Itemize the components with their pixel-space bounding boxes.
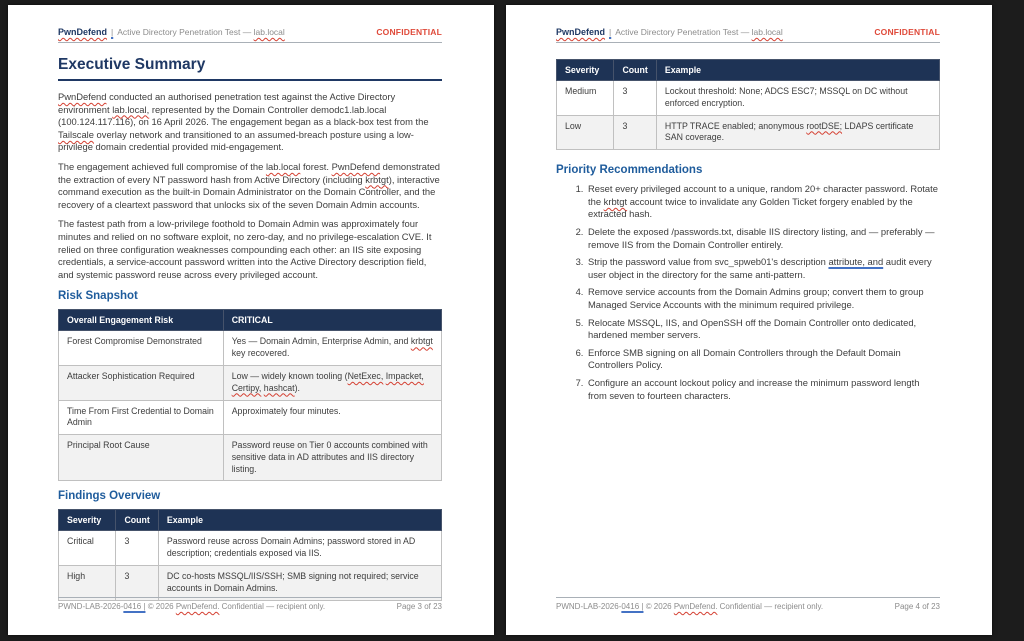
count-cell: 3: [614, 81, 656, 116]
brand-name: PwnDefend: [556, 27, 606, 37]
table-row: [59, 435, 442, 481]
table-row: [59, 531, 442, 566]
risk-label-cell: Principal Root Cause: [59, 435, 224, 481]
confidential-badge: CONFIDENTIAL: [376, 27, 442, 37]
column-header: CRITICAL: [223, 310, 441, 331]
table-header-row: [59, 510, 442, 531]
count-cell: 3: [116, 531, 158, 566]
column-header: Severity: [59, 510, 116, 531]
risk-snapshot-heading: Risk Snapshot: [58, 290, 138, 303]
table-row: [557, 115, 940, 150]
risk-label-cell: Time From First Credential to Domain Admin: [59, 400, 224, 435]
risk-value-cell: Approximately four minutes.: [223, 400, 441, 435]
header-divider: |: [111, 27, 114, 37]
example-cell: DC co-hosts MSSQL/IIS/SSH; SMB signing not required; service accounts in Domain Admins.: [158, 566, 441, 601]
exec-summary-paragraph-2: The engagement achieved full compromise of the lab.local forest. PwnDefend demonstrated the extraction of every NT password hash from Active Directory (including krbtgt), interactive command execution as the built-in Domain Administrator on the Domain Controller, and the recovery of a cleartext password that unlocks six of the seven Domain Admin accounts.: [58, 160, 441, 210]
document-title: Active Directory Penetration Test — lab.local: [615, 27, 783, 37]
findings-overview-table: [58, 509, 442, 600]
risk-value-cell: Yes — Domain Admin, Enterprise Admin, and krbtgt key recovered.: [223, 331, 441, 366]
recommendation-item: 6. Enforce SMB signing on all Domain Controllers through the Default Domain Controllers Policy.: [586, 347, 940, 372]
table-row: [59, 566, 442, 601]
risk-label-cell: Attacker Sophistication Required: [59, 365, 224, 400]
confidential-badge: CONFIDENTIAL: [874, 27, 940, 37]
example-cell: Lockout threshold: None; ADCS ESC7; MSSQL on DC without enforced encryption.: [656, 81, 939, 116]
column-header: Count: [614, 60, 656, 81]
example-cell: HTTP TRACE enabled; anonymous rootDSE; LDAPS certificate SAN coverage.: [656, 115, 939, 150]
severity-cell: High: [59, 566, 116, 601]
severity-cell: Medium: [557, 81, 614, 116]
column-header: Example: [158, 510, 441, 531]
page-footer: [556, 597, 940, 611]
column-header: Overall Engagement Risk: [59, 310, 224, 331]
risk-value-cell: Low — widely known tooling (NetExec, Impacket, Certipy, hashcat).: [223, 365, 441, 400]
table-row: [557, 81, 940, 116]
findings-continued-table: [556, 59, 940, 150]
page-4[interactable]: [506, 5, 992, 635]
column-header: Count: [116, 510, 158, 531]
header-divider: |: [609, 27, 612, 37]
table-row: [59, 400, 442, 435]
risk-label-cell: Forest Compromise Demonstrated: [59, 331, 224, 366]
severity-cell: Critical: [59, 531, 116, 566]
page-header: [556, 27, 940, 43]
count-cell: 3: [116, 566, 158, 601]
table-row: [59, 365, 442, 400]
page-footer: [58, 597, 442, 611]
priority-recommendations-heading: Priority Recommendations: [556, 164, 703, 177]
risk-snapshot-table: [58, 309, 442, 481]
recommendation-item: 7. Configure an account lockout policy and increase the minimum password length from seven to fourteen characters.: [586, 377, 940, 402]
recommendation-item: 3. Strip the password value from svc_spweb01's description attribute, and audit every user object in the directory for the same anti-pattern.: [586, 256, 940, 281]
recommendation-item: 4. Remove service accounts from the Domain Admins group; convert them to group Managed Service Accounts with the minimum required privilege.: [586, 286, 940, 311]
column-header: Severity: [557, 60, 614, 81]
table-header-row: [557, 60, 940, 81]
document-title: Active Directory Penetration Test — lab.local: [117, 27, 285, 37]
page-3[interactable]: [8, 5, 494, 635]
page-number: Page 4 of 23: [894, 602, 940, 611]
footer-doc-id: PWND-LAB-2026-0416 | © 2026 PwnDefend. Confidential — recipient only.: [58, 602, 326, 611]
example-cell: Password reuse across Domain Admins; password stored in AD description; credentials exposed via IIS.: [158, 531, 441, 566]
footer-doc-id: PWND-LAB-2026-0416 | © 2026 PwnDefend. Confidential — recipient only.: [556, 602, 824, 611]
column-header: Example: [656, 60, 939, 81]
exec-summary-paragraph-1: PwnDefend conducted an authorised penetration test against the Active Directory environment lab.local, represented by the Domain Controller demodc1.lab.local (100.124.117.116), on 16 April 2026. The engagement began as a black-box test from the Tailscale overlay network and transitioned to an assumed-breach posture using a low-privilege domain credential provided mid-engagement.: [58, 91, 429, 153]
recommendation-item: 5. Relocate MSSQL, IIS, and OpenSSH off the Domain Controller onto dedicated, hardened member servers.: [586, 317, 940, 342]
exec-summary-paragraph-3: The fastest path from a low-privilege foothold to Domain Admin was approximately four minutes and relied on no software exploit, no zero-day, and no privilege-escalation CVE. It relied on three configuration weaknesses compounding each other: an IIS site exposing credentials, a service-account password written into the Active Directory description field, and systemic password reuse across every privileged account.: [58, 218, 432, 280]
table-row: [59, 331, 442, 366]
findings-overview-heading: Findings Overview: [58, 490, 161, 503]
risk-value-cell: Password reuse on Tier 0 accounts combined with sensitive data in AD attributes and IIS directory listing.: [223, 435, 441, 481]
recommendation-item: 2. Delete the exposed /passwords.txt, disable IIS directory listing, and — preferably — remove IIS from the Domain Controller entirely.: [586, 226, 940, 251]
brand-name: PwnDefend: [58, 27, 108, 37]
page-header: [58, 27, 442, 43]
severity-cell: Low: [557, 115, 614, 150]
count-cell: 3: [614, 115, 656, 150]
recommendations-list: [556, 183, 940, 402]
page-title: Executive Summary: [58, 56, 442, 81]
table-header-row: [59, 310, 442, 331]
recommendation-item: 1. Reset every privileged account to a unique, random 20+ character password. Rotate the krbtgt account twice to invalidate any Golden Ticket forgery enabled by the extracted hash.: [586, 183, 940, 221]
page-number: Page 3 of 23: [396, 602, 442, 611]
